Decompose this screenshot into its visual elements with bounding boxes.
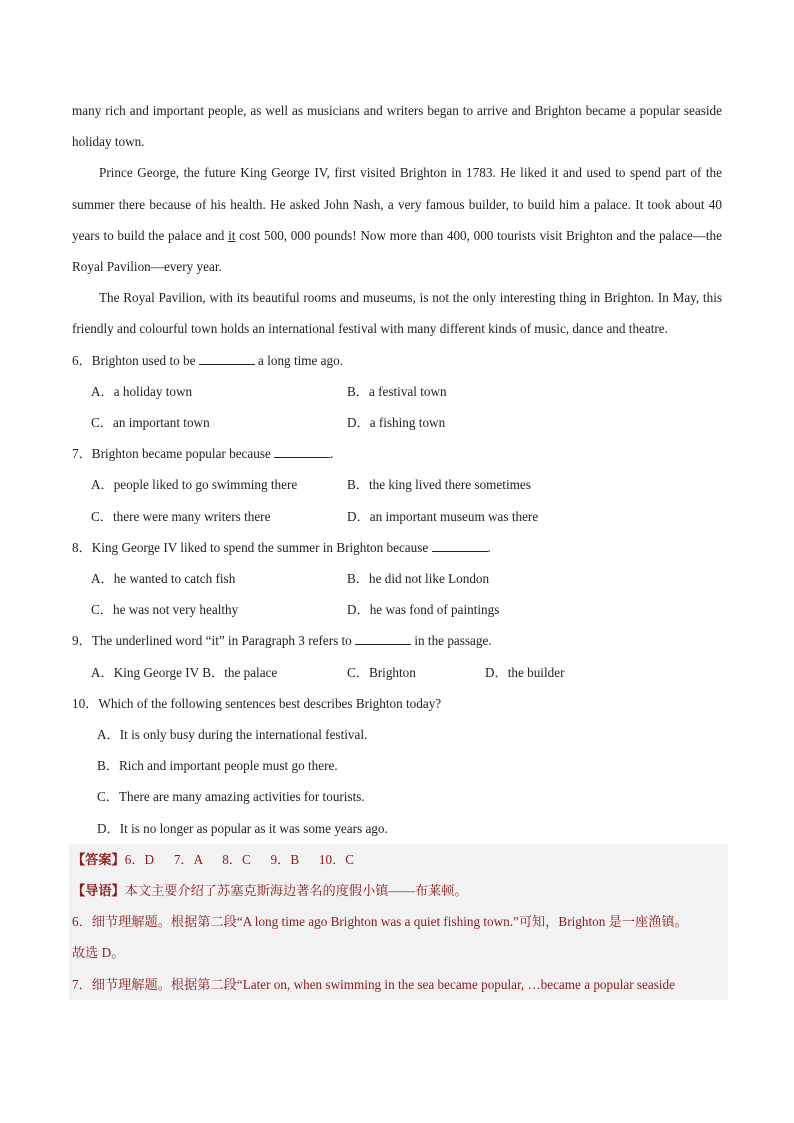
option-c: C．he was not very healthy bbox=[91, 602, 239, 618]
explanation-6-line-1: 6．细节理解题。根据第二段“A long time ago Brighton was a quiet fishing town.”可知，Brighton 是一座渔镇。 bbox=[72, 914, 688, 930]
option-b: B．Rich and important people must go there. bbox=[97, 758, 338, 774]
option-d: D．It is no longer as popular as it was some years ago. bbox=[97, 820, 388, 836]
option-d: D．an important museum was there bbox=[347, 508, 539, 524]
answer-blank bbox=[355, 630, 411, 645]
answer-blank bbox=[199, 350, 255, 365]
option-a: A．he wanted to catch fish bbox=[91, 571, 236, 587]
question-9 bbox=[72, 625, 722, 656]
answer-section bbox=[69, 844, 728, 1000]
question-8-options-row-2 bbox=[72, 594, 722, 625]
option-a: A．a holiday town bbox=[91, 383, 193, 399]
question-9-options-row bbox=[72, 657, 722, 688]
question-7 bbox=[72, 438, 722, 469]
guide-line bbox=[72, 875, 728, 906]
question-7-options-row-1 bbox=[72, 469, 722, 500]
option-b: B．he did not like London bbox=[347, 571, 490, 587]
option-a: A．people liked to go swimming there bbox=[91, 477, 298, 493]
answer-label: 【答案】 bbox=[72, 851, 125, 867]
option-c: C．an important town bbox=[91, 415, 210, 431]
option-a-b: A．King George IV B．the palace bbox=[91, 664, 278, 680]
option-c: C．there were many writers there bbox=[91, 508, 271, 524]
passage-p2-text-b: cost 500, 000 pounds! Now more than 400, 000 tourists visit Brighton and the palace—the Royal Pavilion—every year. bbox=[72, 227, 722, 275]
question-8 bbox=[72, 532, 722, 563]
guide-label: 【导语】 bbox=[72, 883, 125, 899]
question-7-options-row-2 bbox=[72, 501, 722, 532]
question-6-options-row-2 bbox=[72, 407, 722, 438]
answer-values: 6．D 7．A 8．C 9．B 10．C bbox=[124, 851, 355, 867]
question-7-stem-b: . bbox=[330, 446, 334, 462]
option-d: D．a fishing town bbox=[347, 415, 446, 431]
answer-blank bbox=[274, 443, 330, 458]
question-8-options-row-1 bbox=[72, 563, 722, 594]
option-c: C．Brighton bbox=[347, 664, 416, 680]
passage-paragraph-2 bbox=[72, 157, 722, 282]
question-6-options-row-1 bbox=[72, 376, 722, 407]
guide-text: 本文主要介绍了苏塞克斯海边著名的度假小镇——布莱顿。 bbox=[124, 883, 468, 899]
answer-line bbox=[72, 844, 728, 875]
question-8-stem-b: . bbox=[487, 539, 491, 555]
option-d: D．he was fond of paintings bbox=[347, 602, 500, 618]
document-content bbox=[72, 95, 722, 1000]
underlined-word-it: it bbox=[228, 227, 236, 243]
question-6-stem-b: a long time ago. bbox=[254, 352, 344, 368]
explanation-6-line-2: 故选 D。 bbox=[72, 945, 125, 961]
option-b: B．the king lived there sometimes bbox=[347, 477, 531, 493]
explanation-7-line-1: 7．细节理解题。根据第二段“Later on, when swimming in the sea became popular, …became a popular seaside bbox=[72, 976, 676, 992]
passage-p2-text-a: Prince George, the future King George IV, first visited Brighton in 1783. He liked it and used to spend part of the summer there because of his health. He asked John Nash, a very famous builder, to build him a palace. It took about 40 years to build the palace and bbox=[72, 165, 722, 243]
option-b: B．a festival town bbox=[347, 383, 447, 399]
question-8-stem-a: 8．King George IV liked to spend the summer in Brighton because bbox=[72, 539, 432, 555]
passage-paragraph-1-continued: many rich and important people, as well as musicians and writers began to arrive and Brighton became a popular seaside holiday town. bbox=[72, 103, 722, 150]
question-6 bbox=[72, 345, 722, 376]
question-7-stem-a: 7．Brighton became popular because bbox=[72, 446, 275, 462]
option-c: C．There are many amazing activities for tourists. bbox=[97, 789, 365, 805]
question-6-stem-a: 6．Brighton used to be bbox=[72, 352, 199, 368]
passage-paragraph-3: The Royal Pavilion, with its beautiful rooms and museums, is not the only interesting thing in Brighton. In May, this friendly and colourful town holds an international festival with many different kinds of music, dance and theatre. bbox=[72, 290, 722, 337]
question-9-stem-a: 9．The underlined word “it” in Paragraph 3 refers to bbox=[72, 633, 356, 649]
option-d: D．the builder bbox=[485, 664, 565, 680]
option-a: A．It is only busy during the international festival. bbox=[97, 727, 368, 743]
question-10: 10．Which of the following sentences best describes Brighton today? bbox=[72, 695, 442, 711]
answer-blank bbox=[432, 537, 488, 552]
question-9-stem-b: in the passage. bbox=[411, 633, 492, 649]
